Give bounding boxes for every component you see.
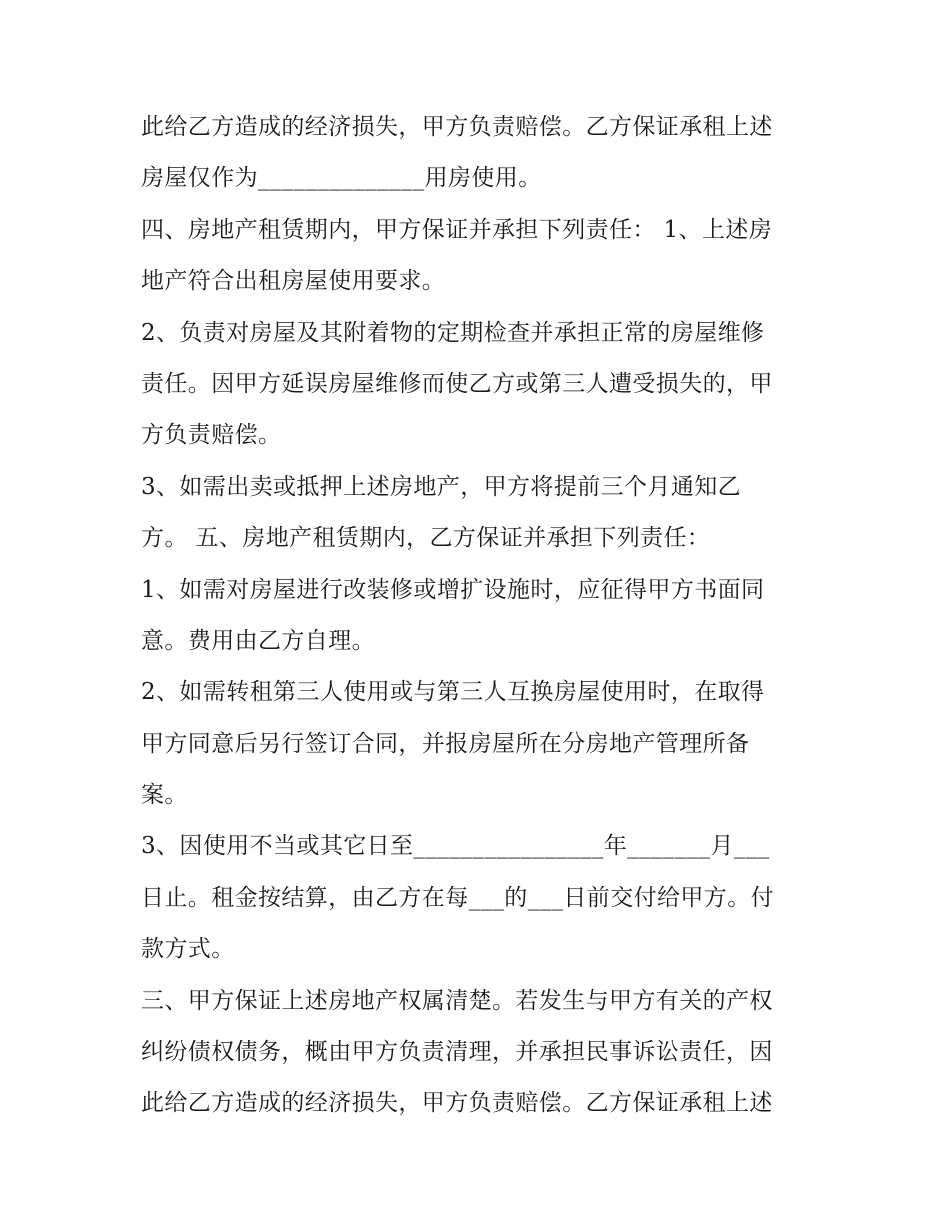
text-line: 日止。租金按结算，由乙方在每___的___日前交付给甲方。付: [141, 884, 774, 911]
text-line: 方。 五、房地产租赁期内，乙方保证并承担下列责任：: [141, 525, 711, 552]
text-line: 款方式。: [141, 936, 235, 963]
text-line: 2、如需转租第三人使用或与第三人互换房屋使用时，在取得: [141, 679, 765, 706]
text-line: 3、如需出卖或抵押上述房地产，甲方将提前三个月通知乙: [141, 473, 742, 500]
text-line: 房屋仅作为______________用房使用。: [141, 165, 542, 192]
text-line: 四、房地产租赁期内，甲方保证并承担下列责任： 1、上述房: [141, 216, 773, 243]
text-line: 1、如需对房屋进行改装修或增扩设施时，应征得甲方书面同: [141, 576, 765, 603]
text-line: 此给乙方造成的经济损失，甲方负责赔偿。乙方保证承租上述: [141, 114, 773, 140]
text-line: 此给乙方造成的经济损失，甲方负责赔偿。乙方保证承租上述: [141, 1090, 773, 1117]
text-line: 2、负责对房屋及其附着物的定期检查并承担正常的房屋维修: [141, 319, 765, 346]
text-line: 方负责赔偿。: [141, 422, 282, 449]
text-line: 责任。因甲方延误房屋维修而使乙方或第三人遭受损失的，甲: [141, 370, 773, 397]
text-line: 三、甲方保证上述房地产权属清楚。若发生与甲方有关的产权: [141, 987, 773, 1014]
document-body: [141, 102, 821, 1130]
text-line: 意。费用由乙方自理。: [141, 627, 375, 654]
text-line: 3、因使用不当或其它日至________________年_______月___: [141, 833, 770, 860]
text-line: 地产符合出租房屋使用要求。: [141, 268, 446, 295]
text-line: 纠纷债权债务，概由甲方负责清理，并承担民事诉讼责任，因: [141, 1039, 773, 1066]
text-line: 甲方同意后另行签订合同，并报房屋所在分房地产管理所备: [141, 730, 750, 757]
text-line: 案。: [141, 782, 188, 809]
